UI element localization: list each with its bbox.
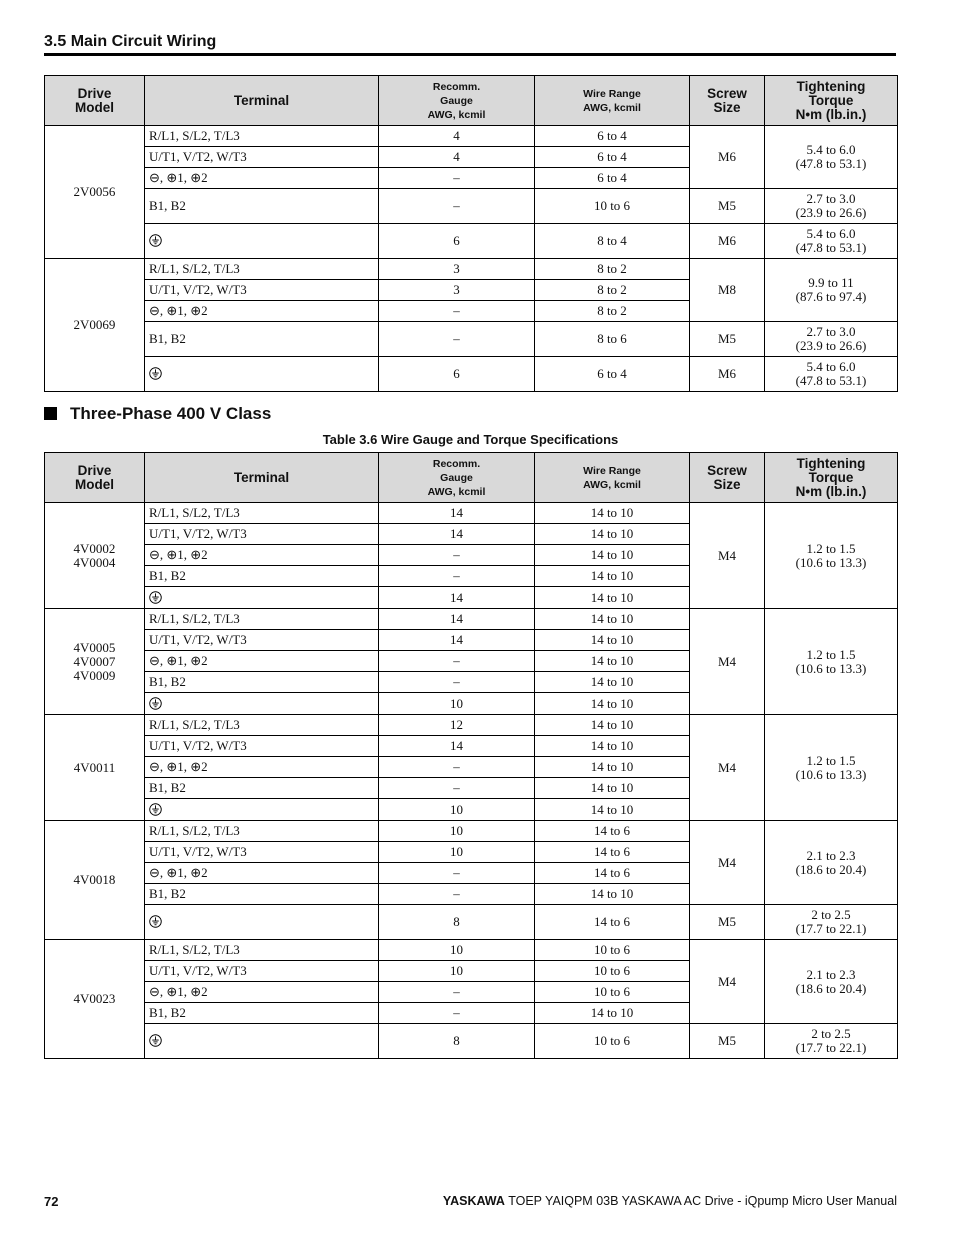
wire-range-cell: 6 to 4 [535,168,690,189]
terminal-cell [145,905,379,940]
terminal-cell [145,799,379,821]
table-row [45,821,898,842]
terminal-cell: ⊖, ⊕1, ⊕2 [145,545,379,566]
wire-range-cell: 14 to 10 [535,757,690,778]
recomm-gauge-cell: 8 [379,1024,535,1059]
wire-spec-table-400v [44,452,898,1059]
terminal-cell: B1, B2 [145,1003,379,1024]
terminal-cell: B1, B2 [145,566,379,587]
wire-range-cell: 6 to 4 [535,126,690,147]
recomm-gauge-cell: 14 [379,587,535,609]
terminal-cell: ⊖, ⊕1, ⊕2 [145,168,379,189]
terminal-cell: R/L1, S/L2, T/L3 [145,940,379,961]
wire-range-cell: 14 to 10 [535,630,690,651]
terminal-cell: R/L1, S/L2, T/L3 [145,503,379,524]
wire-range-cell: 14 to 10 [535,672,690,693]
screw-size-cell: M4 [690,940,765,1024]
wire-range-cell: 14 to 10 [535,503,690,524]
wire-range-cell: 14 to 10 [535,736,690,757]
table-row [45,905,898,940]
terminal-cell: ⊖, ⊕1, ⊕2 [145,651,379,672]
recomm-gauge-cell: 10 [379,961,535,982]
terminal-cell: R/L1, S/L2, T/L3 [145,821,379,842]
ground-icon [149,1034,162,1047]
torque-cell: 2.1 to 2.3 (18.6 to 20.4) [765,940,898,1024]
wire-range-cell: 8 to 2 [535,301,690,322]
wire-range-cell: 14 to 10 [535,693,690,715]
terminal-cell: U/T1, V/T2, W/T3 [145,842,379,863]
recomm-gauge-cell: 3 [379,259,535,280]
terminal-cell: B1, B2 [145,322,379,357]
recomm-gauge-cell: – [379,301,535,322]
recomm-gauge-cell: 10 [379,821,535,842]
recomm-gauge-cell: – [379,884,535,905]
torque-cell: 2 to 2.5 (17.7 to 22.1) [765,1024,898,1059]
recomm-gauge-cell: – [379,322,535,357]
wire-range-cell: 14 to 10 [535,778,690,799]
header-terminal: Terminal [145,76,379,126]
ground-icon [149,697,162,710]
terminal-cell: ⊖, ⊕1, ⊕2 [145,757,379,778]
ground-icon [149,915,162,928]
wire-range-cell: 14 to 10 [535,799,690,821]
torque-cell: 5.4 to 6.0 (47.8 to 53.1) [765,224,898,259]
wire-range-cell: 14 to 10 [535,715,690,736]
screw-size-cell: M4 [690,821,765,905]
terminal-cell: U/T1, V/T2, W/T3 [145,280,379,301]
table-row [45,224,898,259]
footer-document-title [443,1194,897,1208]
ground-icon [149,234,162,247]
terminal-cell: U/T1, V/T2, W/T3 [145,736,379,757]
table-row [45,259,898,280]
recomm-gauge-cell: 14 [379,736,535,757]
wire-range-cell: 14 to 6 [535,863,690,884]
header-screw-size: Screw Size [690,76,765,126]
square-bullet-icon [44,407,57,420]
recomm-gauge-cell: – [379,651,535,672]
table-row [45,126,898,147]
drive-model-cell: 4V0023 [45,940,145,1059]
wire-range-cell: 8 to 2 [535,259,690,280]
recomm-gauge-cell: – [379,1003,535,1024]
wire-range-cell: 8 to 6 [535,322,690,357]
wire-range-cell: 14 to 10 [535,651,690,672]
screw-size-cell: M5 [690,1024,765,1059]
header-drive-model: Drive Model [45,76,145,126]
torque-cell: 1.2 to 1.5 (10.6 to 13.3) [765,609,898,715]
wire-range-cell: 10 to 6 [535,1024,690,1059]
screw-size-cell: M6 [690,126,765,189]
terminal-cell: U/T1, V/T2, W/T3 [145,961,379,982]
recomm-gauge-cell: 6 [379,357,535,392]
terminal-cell: B1, B2 [145,672,379,693]
terminal-cell [145,224,379,259]
ground-icon [149,591,162,604]
drive-model-cell: 4V0002 4V0004 [45,503,145,609]
table-row [45,503,898,524]
screw-size-cell: M5 [690,905,765,940]
wire-range-cell: 14 to 10 [535,587,690,609]
terminal-cell: R/L1, S/L2, T/L3 [145,259,379,280]
recomm-gauge-cell: – [379,566,535,587]
terminal-cell: B1, B2 [145,189,379,224]
wire-range-cell: 8 to 4 [535,224,690,259]
torque-cell: 1.2 to 1.5 (10.6 to 13.3) [765,503,898,609]
recomm-gauge-cell: – [379,672,535,693]
screw-size-cell: M4 [690,715,765,821]
screw-size-cell: M6 [690,224,765,259]
ground-icon [149,367,162,380]
wire-spec-table-200v [44,75,898,392]
wire-range-cell: 14 to 10 [535,545,690,566]
terminal-cell: U/T1, V/T2, W/T3 [145,630,379,651]
header-recomm-gauge: Recomm. Gauge AWG, kcmil [379,76,535,126]
screw-size-cell: M4 [690,503,765,609]
table-row [45,609,898,630]
wire-range-cell: 8 to 2 [535,280,690,301]
torque-cell: 2.7 to 3.0 (23.9 to 26.6) [765,189,898,224]
recomm-gauge-cell: 14 [379,524,535,545]
torque-cell: 2.7 to 3.0 (23.9 to 26.6) [765,322,898,357]
wire-range-cell: 14 to 6 [535,821,690,842]
screw-size-cell: M4 [690,609,765,715]
header-tightening-torque: Tightening Torque N•m (lb.in.) [765,76,898,126]
terminal-cell: ⊖, ⊕1, ⊕2 [145,301,379,322]
terminal-cell: U/T1, V/T2, W/T3 [145,147,379,168]
recomm-gauge-cell: 12 [379,715,535,736]
terminal-cell [145,357,379,392]
wire-range-cell: 10 to 6 [535,189,690,224]
wire-range-cell: 14 to 10 [535,524,690,545]
recomm-gauge-cell: 10 [379,799,535,821]
recomm-gauge-cell: – [379,982,535,1003]
terminal-cell: B1, B2 [145,778,379,799]
terminal-cell [145,693,379,715]
wire-range-cell: 6 to 4 [535,147,690,168]
wire-range-cell: 14 to 6 [535,905,690,940]
header-drive-model: Drive Model [45,453,145,503]
drive-model-cell: 2V0056 [45,126,145,259]
wire-range-cell: 14 to 10 [535,566,690,587]
torque-cell: 5.4 to 6.0 (47.8 to 53.1) [765,357,898,392]
header-terminal: Terminal [145,453,379,503]
wire-range-cell: 14 to 10 [535,884,690,905]
screw-size-cell: M5 [690,189,765,224]
recomm-gauge-cell: 10 [379,940,535,961]
page-number: 72 [44,1194,59,1209]
drive-model-cell: 4V0018 [45,821,145,940]
drive-model-cell: 4V0011 [45,715,145,821]
recomm-gauge-cell: 4 [379,126,535,147]
header-recomm-gauge: Recomm. Gauge AWG, kcmil [379,453,535,503]
recomm-gauge-cell: 10 [379,842,535,863]
table-row [45,357,898,392]
terminal-cell: ⊖, ⊕1, ⊕2 [145,982,379,1003]
recomm-gauge-cell: 14 [379,630,535,651]
terminal-cell: R/L1, S/L2, T/L3 [145,715,379,736]
recomm-gauge-cell: 8 [379,905,535,940]
table-caption: Table 3.6 Wire Gauge and Torque Specifications [322,432,619,447]
recomm-gauge-cell: 4 [379,147,535,168]
recomm-gauge-cell: 10 [379,693,535,715]
torque-cell: 9.9 to 11 (87.6 to 97.4) [765,259,898,322]
wire-range-cell: 10 to 6 [535,982,690,1003]
footer-doc-text: TOEP YAIQPM 03B YASKAWA AC Drive - iQpump Micro User Manual [504,1194,897,1208]
recomm-gauge-cell: – [379,757,535,778]
sub-heading [44,404,271,424]
recomm-gauge-cell: – [379,189,535,224]
header-screw-size: Screw Size [690,453,765,503]
torque-cell: 2 to 2.5 (17.7 to 22.1) [765,905,898,940]
screw-size-cell: M8 [690,259,765,322]
wire-range-cell: 14 to 10 [535,1003,690,1024]
recomm-gauge-cell: – [379,545,535,566]
drive-model-cell: 4V0005 4V0007 4V0009 [45,609,145,715]
screw-size-cell: M5 [690,322,765,357]
section-header: 3.5 Main Circuit Wiring [44,33,896,56]
terminal-cell [145,587,379,609]
header-wire-range: Wire Range AWG, kcmil [535,453,690,503]
recomm-gauge-cell: 14 [379,503,535,524]
wire-range-cell: 6 to 4 [535,357,690,392]
footer-brand: YASKAWA [442,1194,505,1208]
torque-cell: 1.2 to 1.5 (10.6 to 13.3) [765,715,898,821]
terminal-cell: ⊖, ⊕1, ⊕2 [145,863,379,884]
recomm-gauge-cell: – [379,168,535,189]
drive-model-cell: 2V0069 [45,259,145,392]
terminal-cell: R/L1, S/L2, T/L3 [145,126,379,147]
screw-size-cell: M6 [690,357,765,392]
wire-range-cell: 10 to 6 [535,940,690,961]
torque-cell: 5.4 to 6.0 (47.8 to 53.1) [765,126,898,189]
terminal-cell: B1, B2 [145,884,379,905]
table-row [45,715,898,736]
table-row [45,940,898,961]
wire-range-cell: 10 to 6 [535,961,690,982]
recomm-gauge-cell: – [379,778,535,799]
header-wire-range: Wire Range AWG, kcmil [535,76,690,126]
sub-heading-text: Three-Phase 400 V Class [70,404,272,423]
recomm-gauge-cell: – [379,863,535,884]
table-row [45,189,898,224]
recomm-gauge-cell: 3 [379,280,535,301]
terminal-cell [145,1024,379,1059]
terminal-cell: R/L1, S/L2, T/L3 [145,609,379,630]
torque-cell: 2.1 to 2.3 (18.6 to 20.4) [765,821,898,905]
wire-range-cell: 14 to 10 [535,609,690,630]
wire-range-cell: 14 to 6 [535,842,690,863]
table-row [45,322,898,357]
table-row [45,1024,898,1059]
terminal-cell: U/T1, V/T2, W/T3 [145,524,379,545]
recomm-gauge-cell: 6 [379,224,535,259]
recomm-gauge-cell: 14 [379,609,535,630]
header-tightening-torque: Tightening Torque N•m (lb.in.) [765,453,898,503]
ground-icon [149,803,162,816]
